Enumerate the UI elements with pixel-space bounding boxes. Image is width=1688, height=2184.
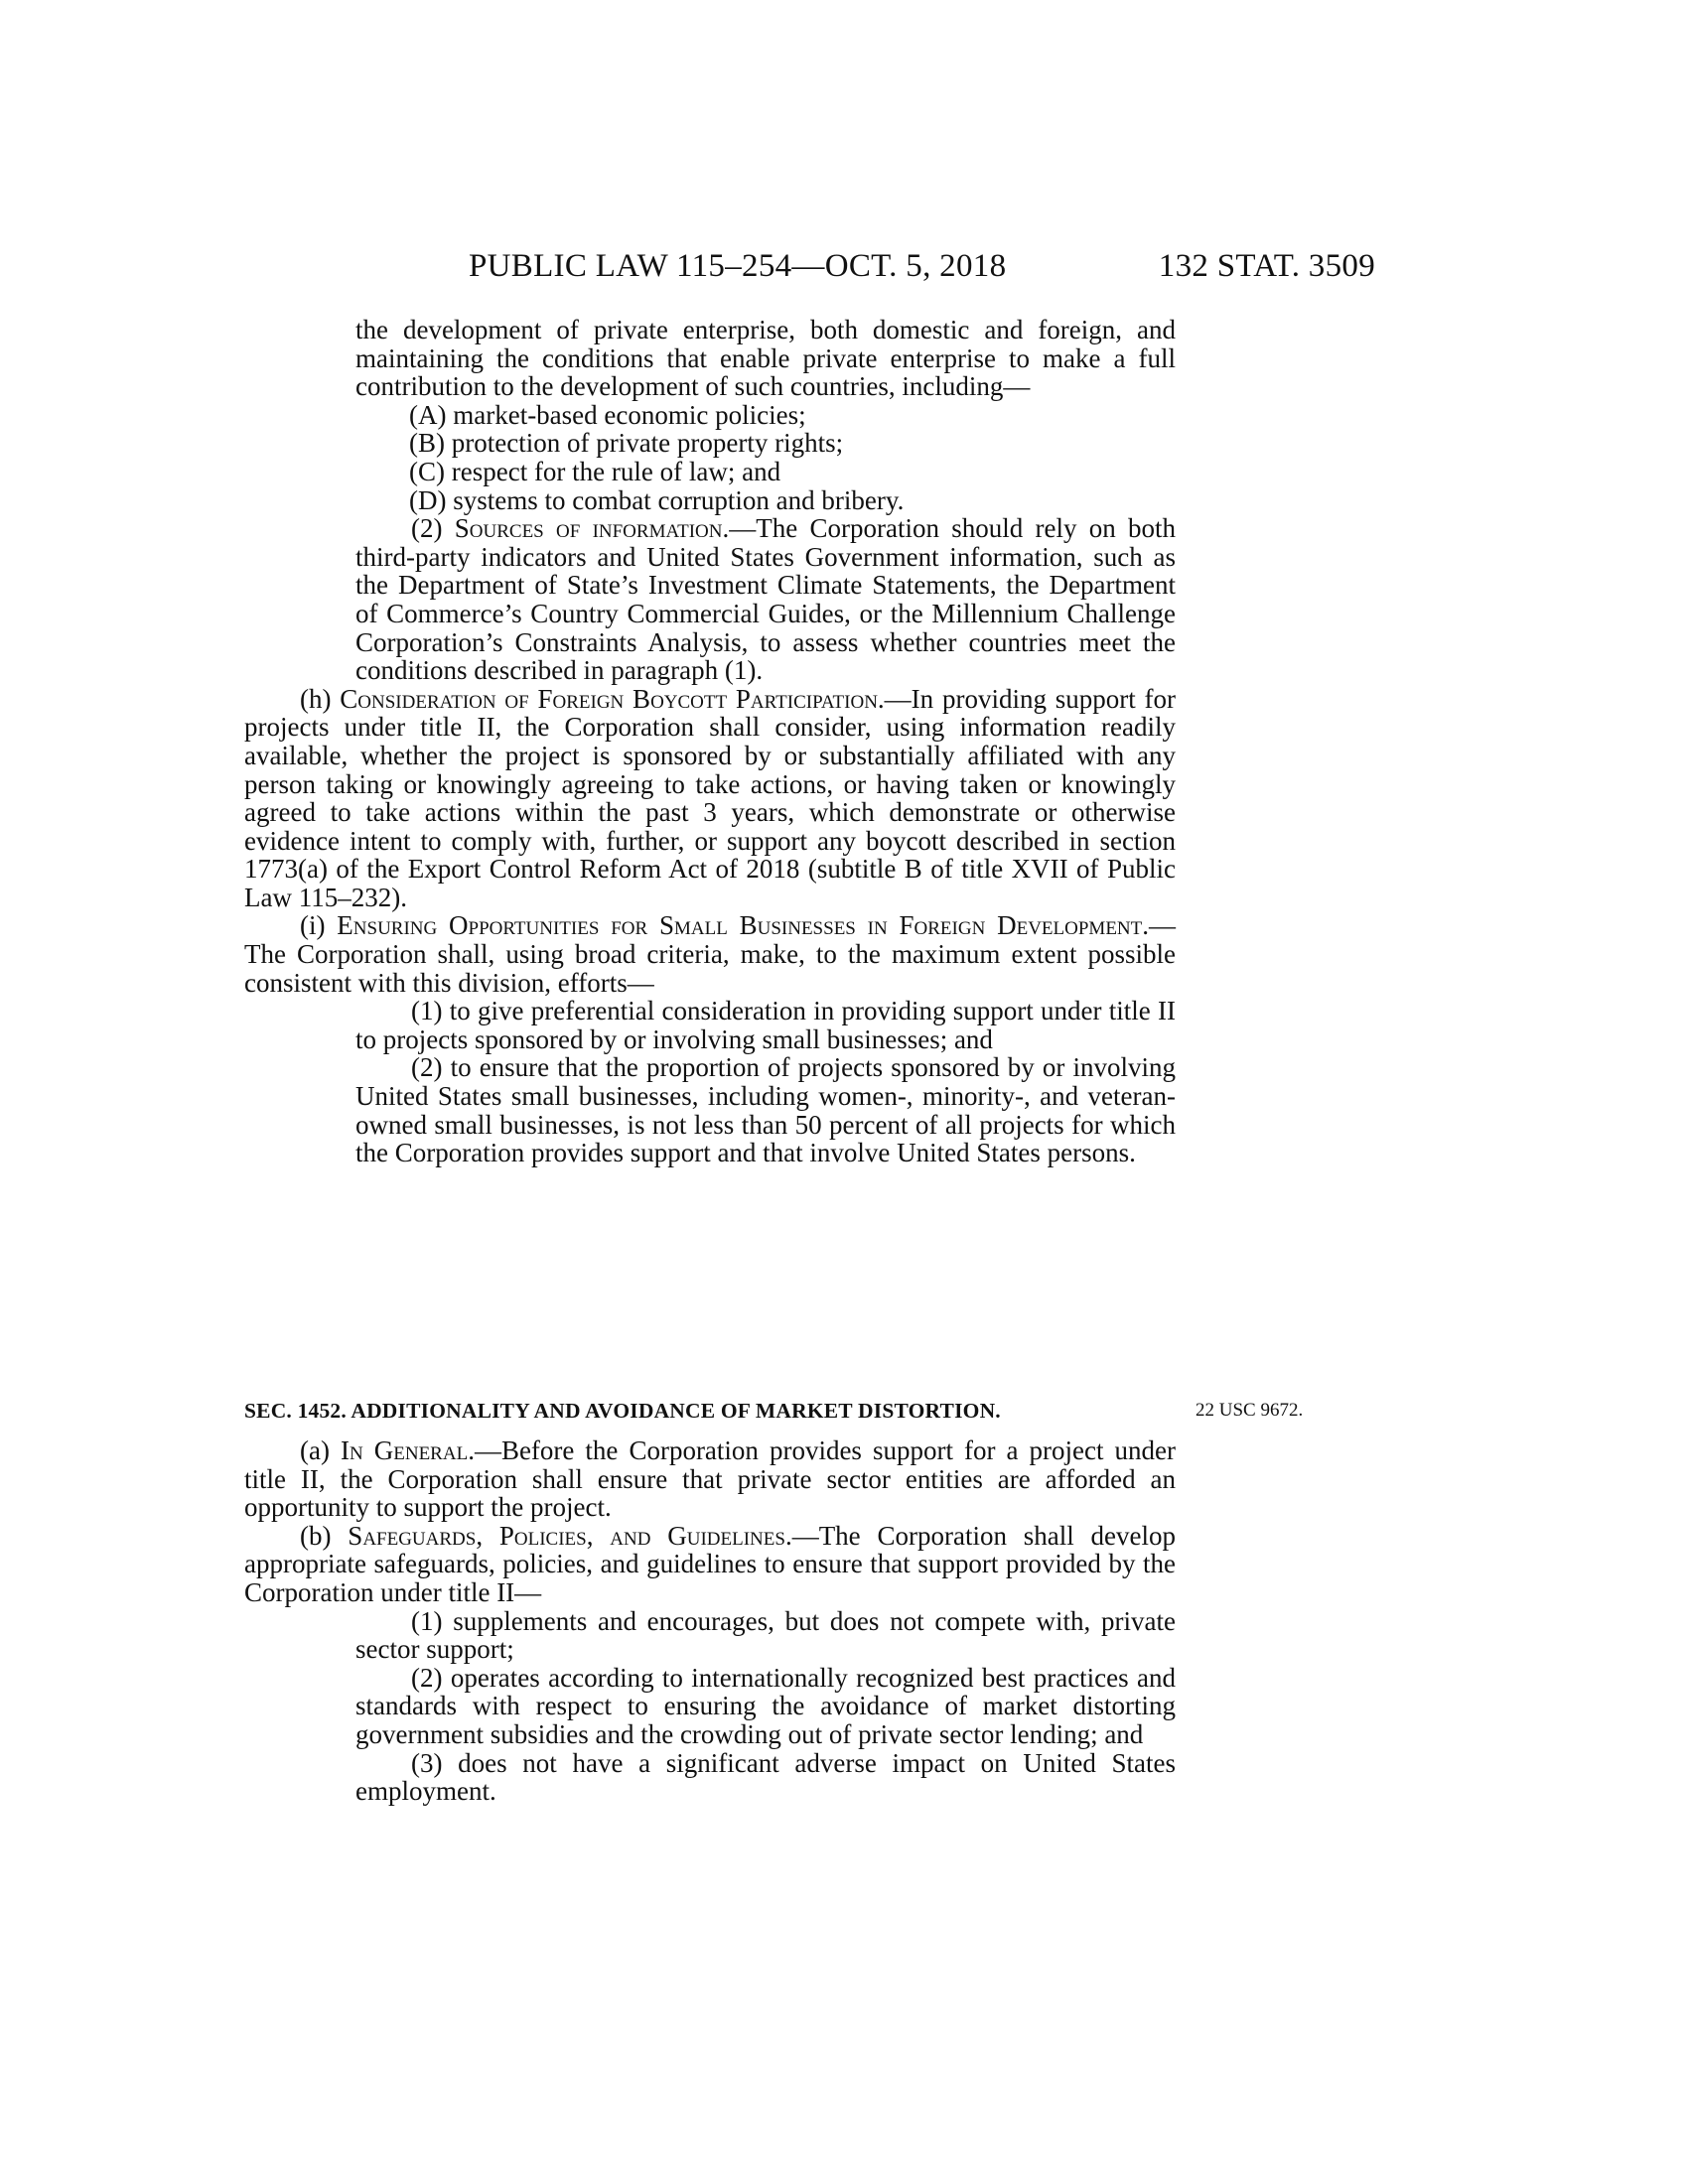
section-1452-subsection-b bbox=[244, 1522, 1176, 1607]
subsection-h-number: (h) bbox=[300, 683, 332, 714]
subparagraph-b: (B) protection of private property rights; bbox=[409, 428, 844, 459]
subsection-i-number: (i) bbox=[300, 910, 326, 941]
subparagraph-d: (D) systems to combat corruption and bribery. bbox=[409, 484, 905, 515]
subparagraph-c: (C) respect for the rule of law; and bbox=[409, 456, 781, 486]
section-1452 bbox=[244, 1397, 1177, 1807]
section-heading: SEC. 1452. ADDITIONALITY AND AVOIDANCE OF MARKET DISTORTION. bbox=[244, 1399, 1001, 1423]
section-1451-continued bbox=[244, 315, 1177, 1168]
subparagraph-a: (A) market-based economic policies; bbox=[409, 399, 806, 430]
subsection-i bbox=[244, 911, 1176, 997]
subsection-h-heading: Consideration of Foreign Boycott Participation bbox=[340, 683, 878, 714]
subsection-i-paragraph-2: (2) to ensure that the proportion of projects sponsored by or involving United States small businesses, including women-, minority-, and veteran-owned small businesses, is not less than 50 percent of all projects for which the Corporation provides support and that involve United States persons. bbox=[355, 1052, 1176, 1168]
usc-citation-margin-note: 22 USC 9672. bbox=[1196, 1400, 1304, 1421]
paragraph-2-heading: Sources of information bbox=[454, 513, 723, 544]
subsection-a-body: .—Before the Corporation provides support for a project under title II, the Corporation shall ensure that private sector entities are afforded an opportunity to support the project. bbox=[244, 1435, 1176, 1523]
statute-page-number: 132 STAT. 3509 bbox=[1158, 248, 1375, 284]
subsection-i-heading: Ensuring Opportunities for Small Businesses in Foreign Development bbox=[337, 910, 1143, 941]
subsection-i-paragraph-1: (1) to give preferential consideration in providing support under title II to projects sponsored by or involving small businesses; and bbox=[355, 996, 1176, 1054]
subsection-b-paragraph-3: (3) does not have a significant adverse impact on United States employment. bbox=[355, 1747, 1176, 1807]
page-header bbox=[0, 246, 1688, 286]
section-1452-subsection-a bbox=[244, 1436, 1176, 1522]
subsection-b-paragraph-1: (1) supplements and encourages, but does not compete with, private sector support; bbox=[355, 1605, 1176, 1665]
subsection-b-body: .—The Corporation shall develop appropriate safeguards, policies, and guidelines to ensure that support provided by the Corporation under title II— bbox=[244, 1520, 1177, 1607]
subsection-i-body: .—The Corporation shall, using broad criteria, make, to the maximum extent possible consistent with this division, efforts— bbox=[244, 910, 1176, 998]
subsection-h bbox=[244, 685, 1176, 912]
paragraph-2-sources bbox=[300, 514, 1176, 685]
subsection-h-body: .—In providing support for projects under title II, the Corporation shall consider, using information readily available, whether the project is sponsored by or substantially affiliated with any person taking or knowingly agreeing to take actions, or having taken or knowingly agreed to take actions within the past 3 years, which demonstrate or otherwise evidence intent to comply with, further, or support any boycott described in section 1773(a) of the Export Control Reform Act of 2018 (subtitle B of title XVII of Public Law 115–232). bbox=[244, 683, 1177, 912]
subsection-b-heading: Safeguards, Policies, and Guidelines bbox=[348, 1520, 785, 1551]
paragraph-continuation: the development of private enterprise, both domestic and foreign, and maintaining the conditions that enable private enterprise to make a full contribution to the development of such countries, including— bbox=[355, 315, 1176, 402]
paragraph-2-body: .—The Corporation should rely on both third-party indicators and United States Government information, such as the Department of State’s Investment Climate Statements, the Department of Commerce’s Country Commercial Guides, or the Millennium Challenge Corporation’s Constraints Analysis, to assess whether countries meet the conditions described in paragraph (1). bbox=[355, 513, 1176, 686]
subsection-b-number: (b) bbox=[300, 1520, 332, 1551]
subsection-b-paragraph-2: (2) operates according to internationally recognized best practices and standards with respect to ensuring the avoidance of market distorting government subsidies and the crowding out of private sector lending; and bbox=[355, 1662, 1176, 1749]
subsection-a-number: (a) bbox=[300, 1435, 330, 1465]
subsection-a-heading: In General bbox=[341, 1435, 469, 1465]
running-head: PUBLIC LAW 115–254—OCT. 5, 2018 bbox=[469, 248, 1007, 284]
paragraph-2-number: (2) bbox=[411, 513, 443, 544]
